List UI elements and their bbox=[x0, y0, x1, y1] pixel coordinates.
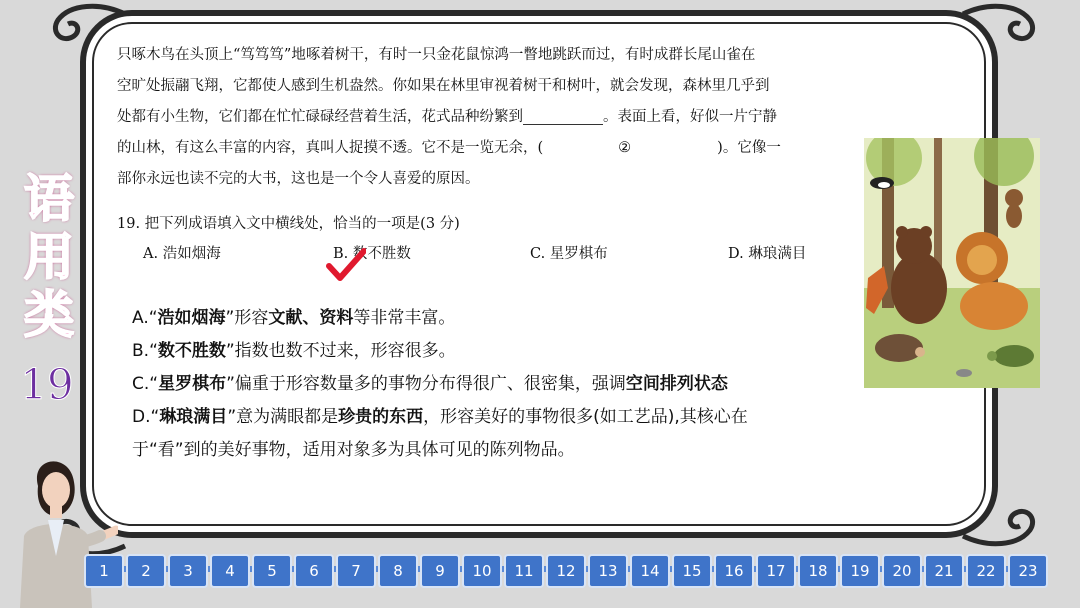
option-b[interactable]: B. 数不胜数 bbox=[333, 246, 411, 262]
answer-options bbox=[143, 242, 843, 266]
option-d[interactable]: D. 琳琅满目 bbox=[728, 246, 807, 262]
nav-page-button[interactable]: 19 bbox=[840, 554, 880, 588]
nav-page-button[interactable]: 14 bbox=[630, 554, 670, 588]
nav-page-button[interactable]: 11 bbox=[504, 554, 544, 588]
explanation-d: D.“琳琅满目”意为满眼都是珍贵的东西，形容美好的事物很多(如工艺品),其核心在 bbox=[132, 407, 748, 427]
passage-line bbox=[117, 102, 847, 133]
nav-page-button[interactable]: 21 bbox=[924, 554, 964, 588]
nav-page-button[interactable]: 17 bbox=[756, 554, 796, 588]
corner-ornament-top-right bbox=[958, 0, 1048, 60]
nav-page-button[interactable]: 3 bbox=[168, 554, 208, 588]
question-number: 19 bbox=[20, 360, 74, 409]
passage-line: 只啄木鸟在头顶上“笃笃笃”地啄着树干，有时一只金花鼠惊鸿一瞥地跳跃而过，有时成群长尾山雀在 bbox=[117, 47, 756, 63]
nav-page-button[interactable]: 22 bbox=[966, 554, 1006, 588]
nav-page-button[interactable]: 2 bbox=[126, 554, 166, 588]
nav-page-button[interactable]: 16 bbox=[714, 554, 754, 588]
checkmark-icon bbox=[326, 248, 366, 282]
explanation-b: B.“数不胜数”指数也数不过来，形容很多。 bbox=[132, 341, 456, 361]
nav-page-button[interactable]: 9 bbox=[420, 554, 460, 588]
nav-page-button[interactable]: 6 bbox=[294, 554, 334, 588]
option-c[interactable]: C. 星罗棋布 bbox=[530, 246, 608, 262]
forest-animals-illustration bbox=[864, 138, 1040, 388]
question-stem: 19. 把下列成语填入文中横线处，恰当的一项是(3 分) bbox=[117, 216, 460, 232]
corner-ornament-bottom-right bbox=[958, 490, 1048, 550]
nav-page-button[interactable]: 5 bbox=[252, 554, 292, 588]
nav-page-button[interactable]: 1 bbox=[84, 554, 124, 588]
explanation-d-cont: 于“看”到的美好事物，适用对象多为具体可见的陈列物品。 bbox=[132, 440, 575, 460]
passage-line: 部你永远也读不完的大书，这也是一个令人喜爱的原因。 bbox=[117, 171, 480, 187]
explanation-c: C.“星罗棋布”偏重于形容数量多的事物分布得很广、很密集，强调空间排列状态 bbox=[132, 374, 728, 394]
blank-marker: ② bbox=[618, 140, 632, 156]
answer-blank bbox=[523, 110, 603, 125]
explanation-a: A.“浩如烟海”形容文献、资料等非常丰富。 bbox=[132, 308, 456, 328]
nav-page-button[interactable]: 7 bbox=[336, 554, 376, 588]
passage-line-text: 处都有小生物，它们都在忙忙碌碌经营着生活，花式品种纷繁到 bbox=[117, 109, 523, 125]
nav-page-button[interactable]: 23 bbox=[1008, 554, 1048, 588]
passage-line-tail: )。它像一 bbox=[717, 140, 781, 156]
option-a[interactable]: A. 浩如烟海 bbox=[143, 246, 221, 262]
nav-page-button[interactable]: 15 bbox=[672, 554, 712, 588]
nav-page-button[interactable]: 10 bbox=[462, 554, 502, 588]
nav-page-button[interactable]: 20 bbox=[882, 554, 922, 588]
nav-page-button[interactable]: 4 bbox=[210, 554, 250, 588]
passage-line: 空旷处振翮飞翔，它都使人感到生机盎然。你如果在林里审视着树干和树叶，就会发现，森林里几乎到 bbox=[117, 78, 770, 94]
reading-passage bbox=[117, 40, 847, 195]
passage-line bbox=[117, 133, 847, 164]
explanation-block bbox=[132, 302, 862, 467]
nav-page-button[interactable]: 13 bbox=[588, 554, 628, 588]
passage-line-text: 的山林，有这么丰富的内容，真叫人捉摸不透。它不是一览无余，( bbox=[117, 140, 544, 156]
nav-page-button[interactable]: 12 bbox=[546, 554, 586, 588]
nav-page-button[interactable]: 8 bbox=[378, 554, 418, 588]
nav-page-button[interactable]: 18 bbox=[798, 554, 838, 588]
passage-line-tail: 。表面上看，好似一片宁静 bbox=[603, 109, 777, 125]
category-title: 语 用 类 bbox=[24, 170, 74, 344]
